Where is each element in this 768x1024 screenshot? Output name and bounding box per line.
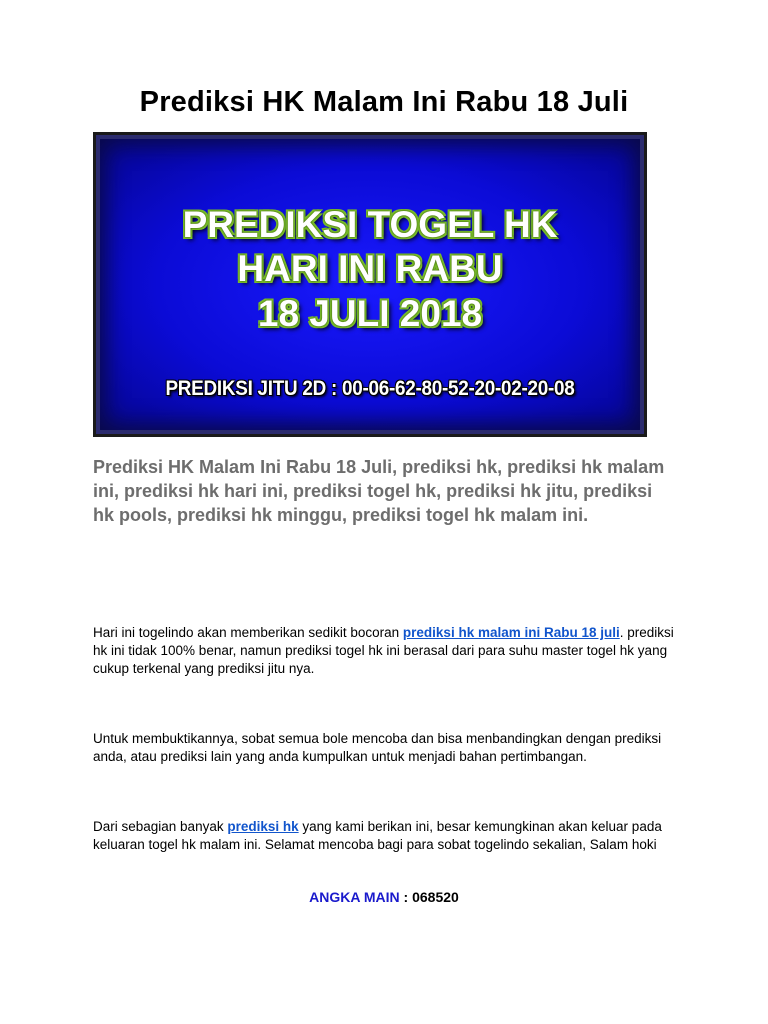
angka-main-value: 068520	[412, 889, 459, 905]
lead-paragraph: Prediksi HK Malam Ini Rabu 18 Juli, prediksi hk, prediksi hk malam ini, prediksi hk hari ini, prediksi togel hk, prediksi hk jitu, prediksi hk pools, prediksi hk minggu, prediksi togel hk malam ini.	[93, 457, 665, 525]
angka-main-separator: :	[399, 889, 413, 905]
banner-headline-line-2: HARI INI RABU	[237, 248, 503, 289]
paragraph-proof: Untuk membuktikannya, sobat semua bole mencoba dan bisa menbandingkan dengan prediksi anda, atau prediksi lain yang anda kumpulkan untuk menjadi bahan pertimbangan.	[93, 731, 662, 764]
page-title: Prediksi HK Malam Ini Rabu 18 Juli	[139, 86, 629, 118]
paragraph-closing-text-after: yang kami berikan ini, besar kemungkinan akan keluar pada keluaran togel hk malam ini. Selamat mencoba bagi para sobat togelindo sekalian, Salam hoki	[93, 819, 662, 852]
paragraph-closing	[93, 818, 683, 854]
paragraph-closing-text-before: Dari sebagian banyak	[93, 819, 228, 834]
banner-image	[93, 132, 647, 437]
angka-main	[0, 889, 768, 905]
link-prediksi-hk-malam-ini[interactable]: prediksi hk malam ini Rabu 18 juli	[402, 625, 620, 640]
paragraph-intro-text-after: . prediksi hk ini tidak 100% benar, namun prediksi togel hk ini berasal dari para suhu master togel hk yang cukup terkenal yang prediksi jitu nya.	[93, 625, 674, 676]
banner-headline-line-1: PREDIKSI TOGEL HK	[182, 204, 558, 245]
banner-jitu-numbers: PREDIKSI JITU 2D : 00-06-62-80-52-20-02-20-08	[165, 377, 575, 400]
link-prediksi-hk[interactable]: prediksi hk	[227, 819, 299, 834]
paragraph-intro	[93, 624, 683, 678]
paragraph-intro-text-before: Hari ini togelindo akan memberikan sedikit bocoran	[93, 625, 403, 640]
angka-main-label: ANGKA MAIN	[309, 889, 400, 905]
banner-headline-line-3: 18 JULI 2018	[257, 293, 483, 334]
